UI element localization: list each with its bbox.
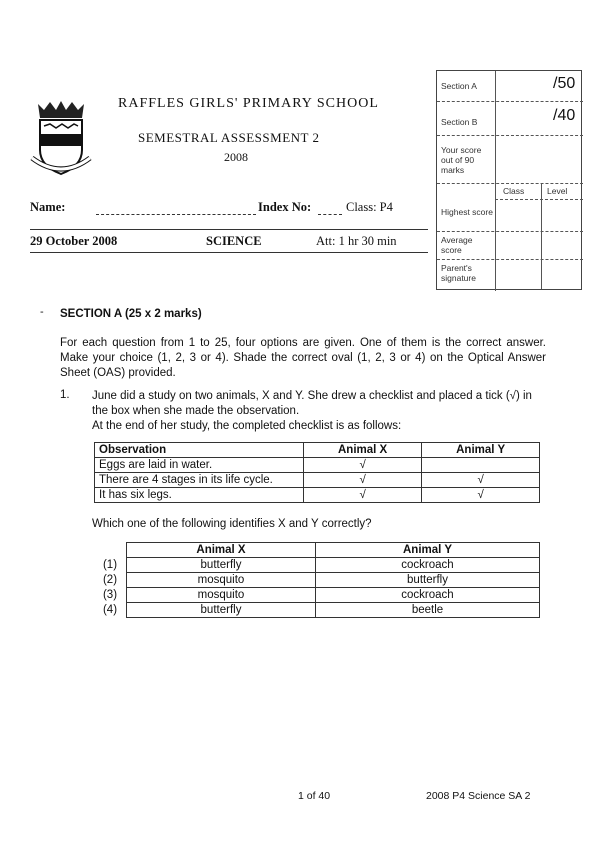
section-a-total: /50 (553, 75, 576, 92)
observation-cell: Eggs are laid in water. (95, 458, 304, 473)
class-column-header: Class (503, 186, 525, 196)
footer-document-title: 2008 P4 Science SA 2 (426, 790, 531, 802)
school-name: RAFFLES GIRLS' PRIMARY SCHOOL (118, 96, 379, 111)
question-text (92, 389, 546, 434)
options-header-animal-x: Animal X (127, 543, 316, 558)
option-animal-x: butterfly (127, 603, 316, 618)
tick-cell-y (422, 458, 540, 473)
index-label: Index No: (258, 200, 312, 214)
option-row[interactable] (94, 558, 540, 573)
section-b-total: /40 (553, 107, 576, 124)
option-row[interactable] (94, 588, 540, 603)
question-line-1: June did a study on two animals, X and Y. She drew a checklist and placed a tick (√) in the box when she made the observation. (92, 390, 532, 417)
score-box (436, 70, 582, 290)
option-animal-y: butterfly (316, 573, 540, 588)
section-a-title: SECTION A (25 x 2 marks) (60, 308, 202, 320)
option-animal-y: cockroach (316, 588, 540, 603)
tick-cell-x: √ (304, 458, 422, 473)
table-row (95, 473, 540, 488)
option-animal-x: mosquito (127, 588, 316, 603)
table-row (95, 458, 540, 473)
level-column-header: Level (547, 186, 568, 196)
question-prompt: Which one of the following identifies X and Y correctly? (92, 518, 372, 530)
table-row (95, 488, 540, 503)
observation-checklist (94, 442, 540, 503)
question-number: 1. (60, 389, 70, 401)
highest-score-label: Highest score (441, 207, 493, 217)
option-animal-x: butterfly (127, 558, 316, 573)
option-number: (3) (102, 589, 118, 601)
option-number: (4) (102, 604, 118, 616)
name-label: Name: (30, 200, 66, 214)
checklist-header-observation: Observation (95, 443, 304, 458)
page-number: 1 of 40 (298, 790, 331, 802)
option-row[interactable] (94, 573, 540, 588)
average-score-label: Average score (441, 235, 473, 255)
class-label: Class: P4 (346, 200, 393, 214)
option-row[interactable] (94, 603, 540, 618)
divider-top (30, 229, 428, 230)
assessment-year: 2008 (224, 150, 248, 164)
bullet-mark: - (40, 306, 44, 318)
section-a-label: Section A (441, 81, 477, 91)
option-number: (2) (102, 574, 118, 586)
tick-cell-x: √ (304, 488, 422, 503)
observation-cell: It has six legs. (95, 488, 304, 503)
option-number: (1) (102, 559, 118, 571)
tick-cell-x: √ (304, 473, 422, 488)
observation-cell: There are 4 stages in its life cycle. (95, 473, 304, 488)
assessment-title: SEMESTRAL ASSESSMENT 2 (138, 130, 320, 145)
exam-date: 29 October 2008 (30, 234, 118, 248)
exam-subject: SCIENCE (206, 234, 262, 248)
option-animal-x: mosquito (127, 573, 316, 588)
section-a-instructions: For each question from 1 to 25, four options are given. One of them is the correct answer. Make your choice (1, 2, 3 or 4). Shade the correct oval (1, 2, 3 or 4) on the Optical Answer Sheet (OAS) provided. (60, 337, 546, 379)
options-header-row (94, 543, 540, 558)
options-header-animal-y: Animal Y (316, 543, 540, 558)
tick-cell-y: √ (422, 488, 540, 503)
tick-cell-y: √ (422, 473, 540, 488)
checklist-header-animal-y: Animal Y (422, 443, 540, 458)
divider-bottom (30, 252, 428, 253)
parent-signature-label: Parent's signature (441, 263, 476, 283)
question-line-2: At the end of her study, the completed checklist is as follows: (92, 420, 402, 432)
checklist-header-row (95, 443, 540, 458)
checklist-header-animal-x: Animal X (304, 443, 422, 458)
your-score-label: Your score out of 90 marks (441, 145, 482, 175)
option-animal-y: cockroach (316, 558, 540, 573)
index-field[interactable] (318, 214, 342, 215)
school-crest-icon (30, 100, 92, 180)
option-animal-y: beetle (316, 603, 540, 618)
exam-duration: Att: 1 hr 30 min (316, 234, 397, 248)
section-b-label: Section B (441, 117, 478, 127)
name-field[interactable] (96, 214, 256, 215)
answer-options-table (94, 542, 540, 618)
